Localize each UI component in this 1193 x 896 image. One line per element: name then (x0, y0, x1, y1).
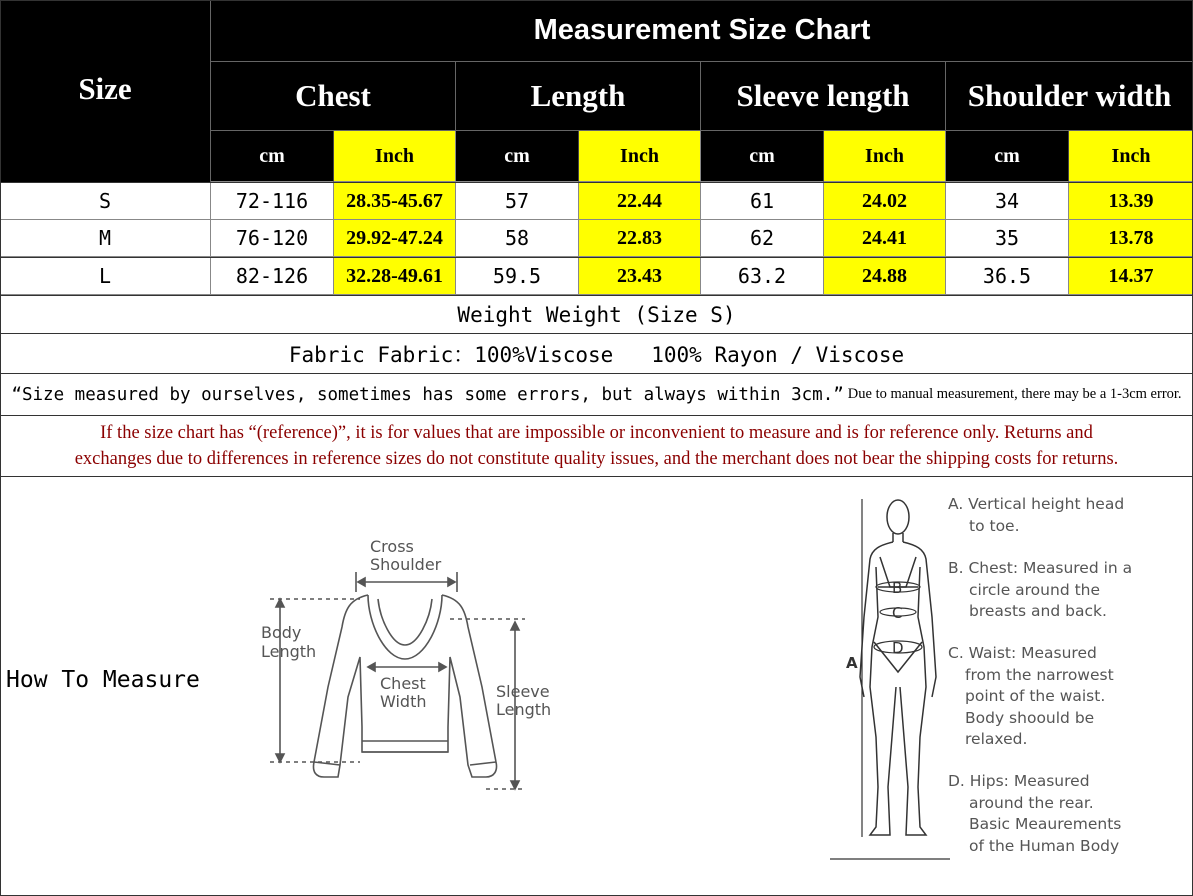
how-to-measure-section (0, 477, 1193, 896)
table-cell: 24.02 (824, 183, 946, 220)
table-cell: 13.39 (1069, 183, 1193, 220)
note-b-line: breasts and back. (969, 602, 1107, 620)
unit-inch: Inch (824, 131, 946, 182)
letter-a: A (846, 654, 858, 672)
table-cell: 57 (456, 183, 579, 220)
note-c-line: relaxed. (965, 730, 1028, 748)
size-row-l (0, 258, 1193, 296)
disclaimer-quote: “Size measured by ourselves, sometimes has some errors, but always within 3cm.” (11, 384, 844, 405)
chest-width-label-2: Width (380, 692, 427, 711)
body-length-label-1: Body (261, 623, 302, 642)
note-a (948, 494, 1124, 537)
unit-cm: cm (456, 131, 579, 182)
note-c-line: from the narrowest (965, 665, 1114, 684)
note-d-line: of the Human Body (969, 836, 1120, 855)
table-cell: 35 (946, 220, 1069, 257)
note-b-line: B. Chest: Measured in a (948, 559, 1133, 577)
note-d (948, 771, 1121, 857)
table-cell: 58 (456, 220, 579, 257)
sweater-measure-diagram (250, 527, 570, 807)
note-c-line: Body shoould be (965, 708, 1095, 727)
table-cell: 63.2 (701, 258, 824, 295)
letter-b: B (892, 579, 903, 597)
sleeve-length-label-2: Length (496, 700, 552, 719)
group-length-label: Length (530, 78, 626, 113)
unit-inch: Inch (334, 131, 456, 182)
sleeve-length-label-1: Sleeve (496, 682, 550, 701)
letter-c: C (892, 604, 903, 622)
unit-inch: Inch (579, 131, 701, 182)
unit-cm: cm (946, 131, 1069, 182)
weight-text: Weight Weight (Size S) (457, 302, 736, 327)
row-size: L (0, 258, 211, 295)
table-cell: 24.41 (824, 220, 946, 257)
chest-width-label-1: Chest (380, 674, 426, 693)
note-c-line: C. Waist: Measured (948, 644, 1097, 662)
group-sleeve-length-label: Sleeve length (736, 78, 910, 113)
note-c (948, 643, 1114, 751)
row-size: M (0, 220, 211, 257)
fabric-text: Fabric Fabric：100%Viscose 100% Rayon / Viscose (288, 342, 905, 367)
table-cell: 24.88 (824, 258, 946, 295)
size-row-s (0, 182, 1193, 220)
size-header-label: Size (78, 71, 132, 106)
note-d-line: Basic Meaurements (969, 815, 1122, 833)
unit-inch: Inch (1069, 131, 1193, 182)
table-cell: 62 (701, 220, 824, 257)
chart-title (211, 0, 1193, 62)
table-cell: 28.35-45.67 (334, 183, 456, 220)
note-c-line: point of the waist. (965, 687, 1106, 705)
note-d-line: D. Hips: Measured (948, 772, 1090, 790)
cross-shoulder-label-2: Shoulder (370, 555, 442, 574)
reference-note (0, 416, 1193, 477)
note-b (948, 558, 1132, 623)
table-cell: 61 (701, 183, 824, 220)
weight-row (0, 296, 1193, 334)
note-a-line: A. Vertical height head (948, 495, 1125, 513)
table-cell: 32.28-49.61 (334, 258, 456, 295)
table-cell: 59.5 (456, 258, 579, 295)
body-measure-diagram (830, 487, 950, 862)
note-a-line: to toe. (969, 516, 1020, 535)
group-length (456, 62, 701, 131)
group-sleeve-length (701, 62, 946, 131)
table-cell: 36.5 (946, 258, 1069, 295)
row-size: S (0, 183, 211, 220)
chart-title-text: Measurement Size Chart (533, 14, 871, 46)
group-shoulder-width (946, 62, 1193, 131)
table-cell: 76-120 (211, 220, 334, 257)
table-cell: 22.83 (579, 220, 701, 257)
table-cell: 72-116 (211, 183, 334, 220)
unit-cm: cm (701, 131, 824, 182)
note-d-line: around the rear. (969, 793, 1094, 812)
table-cell: 29.92-47.24 (334, 220, 456, 257)
cross-shoulder-label-1: Cross (370, 537, 414, 556)
disclaimer-row (0, 374, 1193, 416)
table-cell: 22.44 (579, 183, 701, 220)
size-header (0, 0, 211, 182)
disclaimer-tail: Due to manual measurement, there may be a 1-3cm error. (847, 386, 1182, 402)
group-chest-label: Chest (295, 78, 371, 113)
table-cell: 13.78 (1069, 220, 1193, 257)
letter-d: D (892, 639, 904, 657)
table-cell: 82-126 (211, 258, 334, 295)
size-row-m (0, 220, 1193, 258)
fabric-row (0, 334, 1193, 374)
body-length-label-2: Length (261, 642, 317, 661)
group-shoulder-width-label: Shoulder width (967, 78, 1172, 113)
group-chest (211, 62, 456, 131)
reference-note-line1: If the size chart has “(reference)”, it is for values that are impossible or inconvenient to measure and is for reference only. Returns and (100, 423, 1093, 443)
table-cell: 23.43 (579, 258, 701, 295)
table-cell: 14.37 (1069, 258, 1193, 295)
unit-cm: cm (211, 131, 334, 182)
table-cell: 34 (946, 183, 1069, 220)
note-b-line: circle around the (969, 580, 1101, 599)
how-to-measure-label: How To Measure (6, 667, 200, 693)
reference-note-line2: exchanges due to differences in reference sizes do not constitute quality issues, and the merchant does not bear the shipping costs for returns. (74, 449, 1119, 469)
